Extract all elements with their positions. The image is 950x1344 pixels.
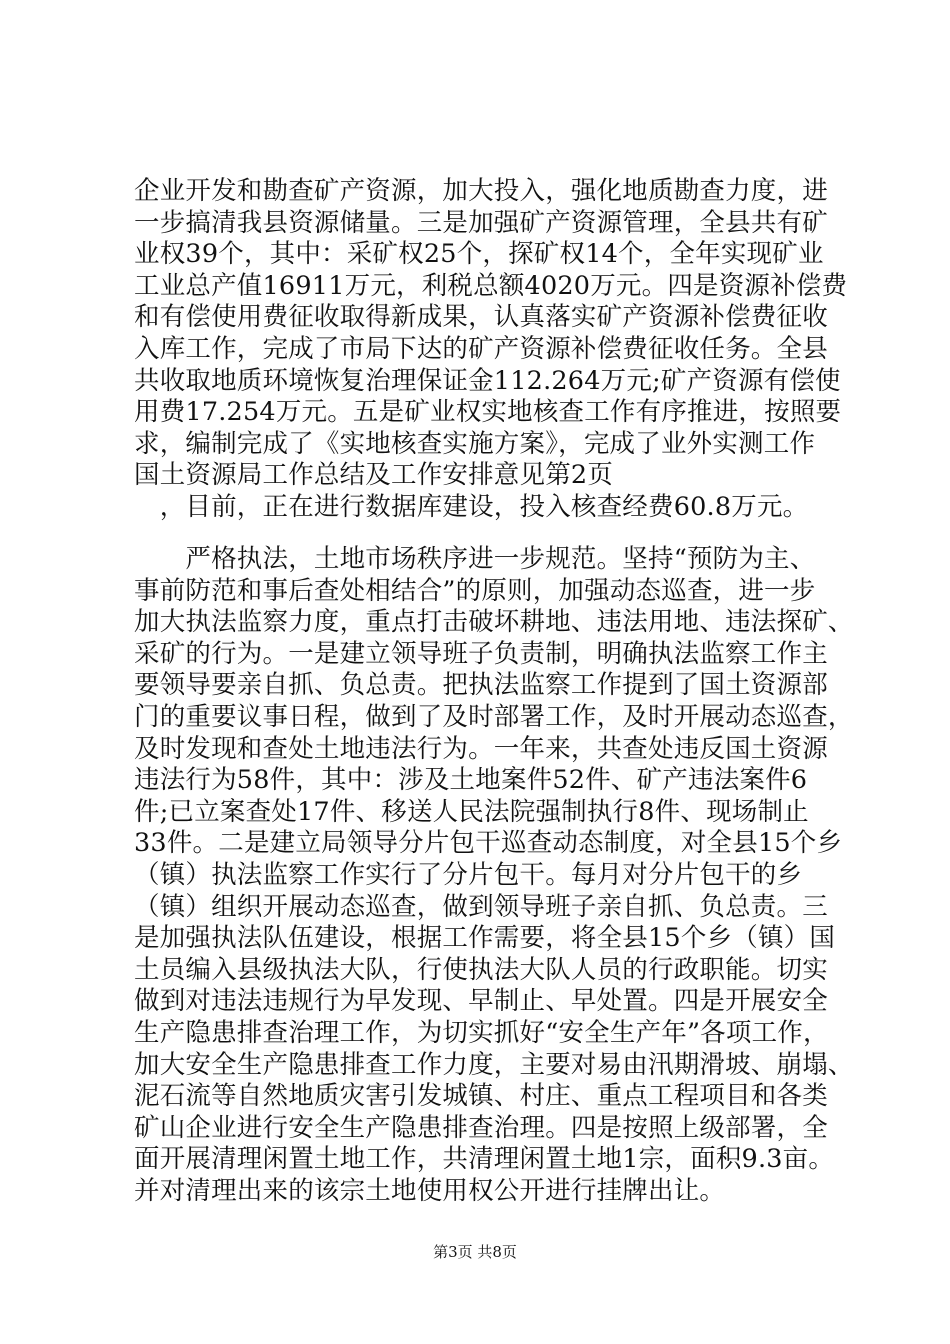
body-text-line: 要领导要亲自抓、负总责。把执法监察工作提到了国土资源部 [134, 670, 828, 701]
page-footer: 第3页 共8页 [433, 1243, 517, 1261]
body-text-line: 泥石流等自然地质灾害引发城镇、村庄、重点工程项目和各类 [134, 1081, 828, 1112]
body-text-line: 门的重要议事日程，做到了及时部署工作，及时开展动态巡查， [134, 702, 854, 732]
body-text-line: 求，编制完成了《实地核查实施方案》，完成了业外实测工作 [134, 428, 816, 459]
body-text-line: 面开展清理闲置土地工作，共清理闲置土地1宗，面积9.3亩。 [134, 1144, 835, 1175]
body-text-line: 入库工作，完成了市局下达的矿产资源补偿费征收任务。全县 [134, 334, 828, 364]
body-text-line: 和有偿使用费征收取得新成果，认真落实矿产资源补偿费征收 [134, 302, 828, 333]
body-text-line: 加大执法监察力度，重点打击破坏耕地、违法用地、违法探矿、 [134, 607, 854, 638]
body-text-line: 件;已立案查处17件、移送人民法院强制执行8件、现场制止 [134, 796, 809, 827]
body-text-line: ，目前，正在进行数据库建设，投入核查经费60.8万元。 [134, 492, 809, 522]
body-text-line: 33件。二是建立局领导分片包干巡查动态制度，对全县15个乡 [134, 828, 843, 859]
body-text-line: 及时发现和查处土地违法行为。一年来，共查处违反国土资源 [134, 733, 828, 764]
body-text-line: 做到对违法违规行为早发现、早制止、早处置。四是开展安全 [134, 986, 828, 1017]
body-text-line: （镇）组织开展动态巡查，做到领导班子亲自抓、负总责。三 [134, 891, 828, 922]
body-text-line: 矿山企业进行安全生产隐患排查治理。四是按照上级部署，全 [134, 1112, 828, 1143]
running-header-line: 国土资源局工作总结及工作安排意见第2页 [134, 460, 614, 491]
body-text-line: 采矿的行为。一是建立领导班子负责制，明确执法监察工作主 [134, 638, 828, 669]
body-text-line: 生产隐患排查治理工作，为切实抓好“安全生产年”各项工作， [134, 1018, 829, 1048]
body-text-line: 企业开发和勘查矿产资源，加大投入，强化地质勘查力度，进 [134, 176, 828, 206]
body-text-line: 共收取地质环境恢复治理保证金112.264万元;矿产资源有偿使 [134, 365, 841, 396]
body-text-line: 违法行为58件，其中：涉及土地案件52件、矿产违法案件6 [134, 765, 808, 796]
body-text-line: （镇）执法监察工作实行了分片包干。每月对分片包干的乡 [134, 860, 803, 890]
body-text-line: 业权39个，其中：采矿权25个，探矿权14个，全年实现矿业 [134, 239, 824, 270]
paragraph-start-line: 严格执法，土地市场秩序进一步规范。坚持“预防为主、 [134, 544, 816, 574]
body-text-line: 土员编入县级执法大队，行使执法大队人员的行政职能。切实 [134, 954, 828, 985]
body-text-line: 事前防范和事后查处相结合”的原则，加强动态巡查，进一步 [134, 575, 816, 606]
body-text-line: 加大安全生产隐患排查工作力度，主要对易由汛期滑坡、崩塌、 [134, 1049, 854, 1080]
body-text-line: 工业总产值16911万元，利税总额4020万元。四是资源补偿费 [134, 270, 848, 301]
body-text-line: 一步搞清我县资源储量。三是加强矿产资源管理，全县共有矿 [134, 207, 828, 238]
body-text-line: 用费17.254万元。五是矿业权实地核查工作有序推进，按照要 [134, 397, 842, 428]
body-text-line: 并对清理出来的该宗土地使用权公开进行挂牌出让。 [134, 1176, 726, 1206]
body-text-line: 是加强执法队伍建设，根据工作需要，将全县15个乡（镇）国 [134, 923, 836, 954]
